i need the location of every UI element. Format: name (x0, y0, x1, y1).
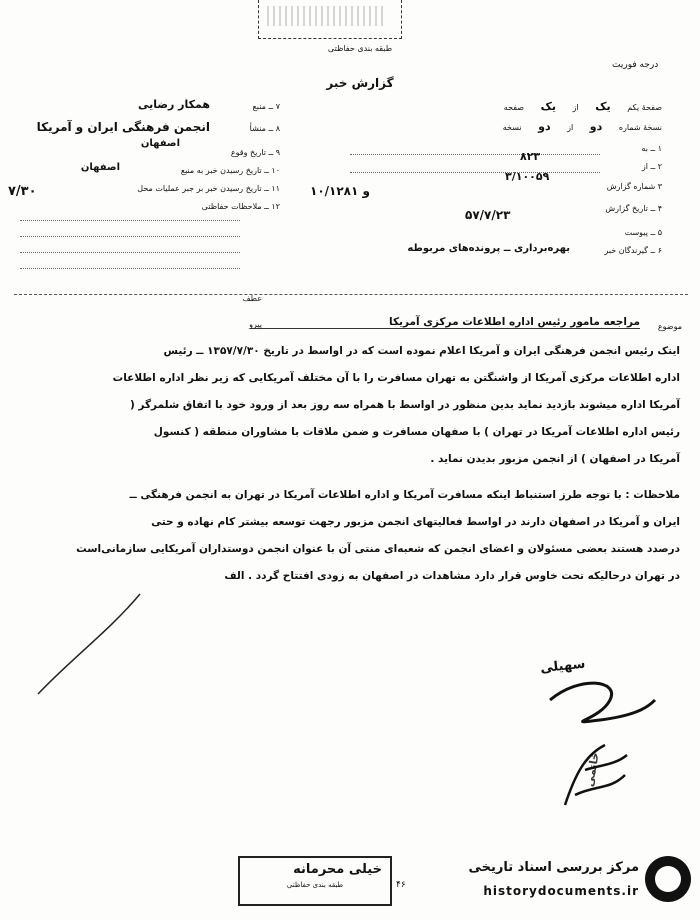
body-line: اداره اطلاعات مرکزی آمریکا از واشنگتن به تهران مسافرت را با آن مختلف آمریکایی که زیر نظر اداره اطلاعات (112, 372, 680, 384)
blank-line-3 (20, 252, 240, 253)
watermark-url: historydocuments.ir (483, 884, 639, 898)
blank-line-4 (20, 268, 240, 269)
copy-count-label: نسخه (502, 123, 522, 132)
from-line (350, 172, 600, 173)
copy-from: از (567, 123, 574, 132)
page-one-label: صفحهٔ یکم (627, 103, 662, 112)
copy-number-label: نسخهٔ شماره (618, 123, 662, 132)
received-ops-value: ۷/۳۰ (8, 184, 37, 199)
notes-label: ۱۲ ــ ملاحظات حفاظتی (201, 202, 280, 211)
source-label: ۷ ــ منبع (252, 102, 280, 111)
page-number: ۴۶ (396, 880, 406, 890)
notes-line: ایران و آمریکا در اصفهان دارند در اواسط فعالیتهای انجمن مزبور رجهت توسعه بیشتر کام نهاده و حتی (151, 516, 680, 528)
priority-label: درجه فوریت (612, 60, 659, 70)
origin-value: انجمن فرهنگی ایران و آمریکا (36, 120, 210, 134)
recipients-label: ۶ ــ گیرندگان خبر (604, 246, 662, 255)
page-one-from: از (572, 103, 579, 112)
received-source-label: ۱۰ ــ تاریخ رسیدن خبر به منبع (180, 166, 280, 175)
notes-line: در تهران درحالیکه تحت خاوس قرار دارد مشاهدات در اصفهان به زودی افتتاح گردد . الف (224, 570, 680, 582)
blank-line-2 (20, 236, 240, 237)
notes-line: ملاحظات : با توجه طرز استنباط اینکه مسافرت آمریکا و اداره اطلاعات آمریکا در تهران به انجمن فرهنگی ــ (129, 489, 680, 501)
body-line: رئیس اداره اطلاعات آمریکا در تهران ) با صفهان مسافرت و ضمن ملاقات با مشاوران منطقه ( کنسول (153, 426, 680, 438)
page-one-count-label: صفحه (503, 103, 525, 112)
ref-number: ۱۰/۱۲۸۱ و (310, 184, 370, 198)
bottom-classification-stamp (238, 856, 392, 906)
from-value: ۸۲۳ (520, 150, 541, 163)
top-classification-stamp (258, 0, 402, 39)
signature-1-text: سهیلی (539, 656, 587, 677)
subject-label: موضوع (657, 322, 682, 331)
occurrence-date-label: ۹ ــ تاریخ وقوع (230, 148, 280, 157)
field-copy-number (370, 120, 662, 135)
stamp-value: خیلی محرمانه (293, 862, 382, 877)
report-number-value: ۳/۱۰۰۵۹ (505, 170, 550, 183)
page-one-count-value: یک (540, 100, 557, 113)
from-label: ۲ ــ از (641, 162, 662, 171)
notes-line: درصدد هستند بعضی مسئولان و اعضای انجمن که شعبه‌ای منتی آن با عنوان انجمن دوستداران آمریکایی سازمانی‌است (76, 543, 680, 555)
signature-1-scribble (540, 670, 660, 730)
to-line (350, 154, 600, 155)
signature-2 (555, 735, 635, 819)
attachment-label: ۵ ــ پیوست (624, 228, 662, 237)
body-line: آمریکا اداره میشوند بازدید نماید بدین منظور در اواسط با همراه سه روز بعد از ورود خود با اتفاق شلمرگر ( (129, 399, 680, 411)
copy-count-value: دو (538, 120, 551, 133)
stamp-label: طبقه بندی حفاظتی (286, 881, 344, 889)
classification-label: طبقه بندی حفاظتی (327, 44, 393, 53)
report-number-label: ۳ شماره گزارش (606, 182, 662, 191)
pen-stroke (30, 590, 150, 700)
source-value: همکار رضایی (137, 98, 210, 111)
watermark-title: مرکز بررسی اسناد تاریخی (468, 860, 639, 875)
field-page-one (370, 100, 662, 115)
received-ops-label: ۱۱ ــ تاریخ رسیدن خبر بر جبر عملیات محل (137, 184, 280, 193)
signature-1 (540, 655, 660, 734)
origin-label: ۸ ــ منشأ (249, 124, 280, 133)
report-date-label: ۴ ــ تاریخ گزارش (605, 204, 662, 213)
notes-paragraph (14, 482, 680, 590)
subject-side-bottom: پیرو (249, 320, 262, 329)
blank-line-1 (20, 220, 240, 221)
body-line: اینک رئیس انجمن فرهنگی ایران و آمریکا اعلام نموده است که در اواسط در تاریخ ۱۳۵۷/۷/۳۰ ــ رئیس (163, 345, 680, 357)
to-label: ۱ ــ به (641, 144, 662, 153)
report-date-value: ۵۷/۷/۲۳ (465, 208, 511, 222)
subject-side-top: عطف (242, 294, 262, 303)
origin-extra: اصفهان (140, 138, 180, 149)
subject-text: مراجعه مامور رئیس اداره اطلاعات مرکزی آمریکا (250, 316, 640, 329)
archive-logo-icon (645, 856, 691, 902)
body-line: آمریکا در اصفهان ) از انجمن مزبور بدیدن نماید . (430, 453, 680, 465)
report-title: گزارش خبر (326, 76, 394, 90)
copy-number-value: دو (589, 120, 603, 133)
page-one-value: یک (595, 100, 611, 113)
signature-2-text: خاتمی (582, 751, 602, 788)
body-paragraph (14, 338, 680, 473)
recipients-value: بهره‌برداری ــ پرونده‌های مربوطه (407, 243, 570, 254)
section-divider (14, 294, 688, 295)
received-source-value: اصفهان (80, 162, 120, 173)
